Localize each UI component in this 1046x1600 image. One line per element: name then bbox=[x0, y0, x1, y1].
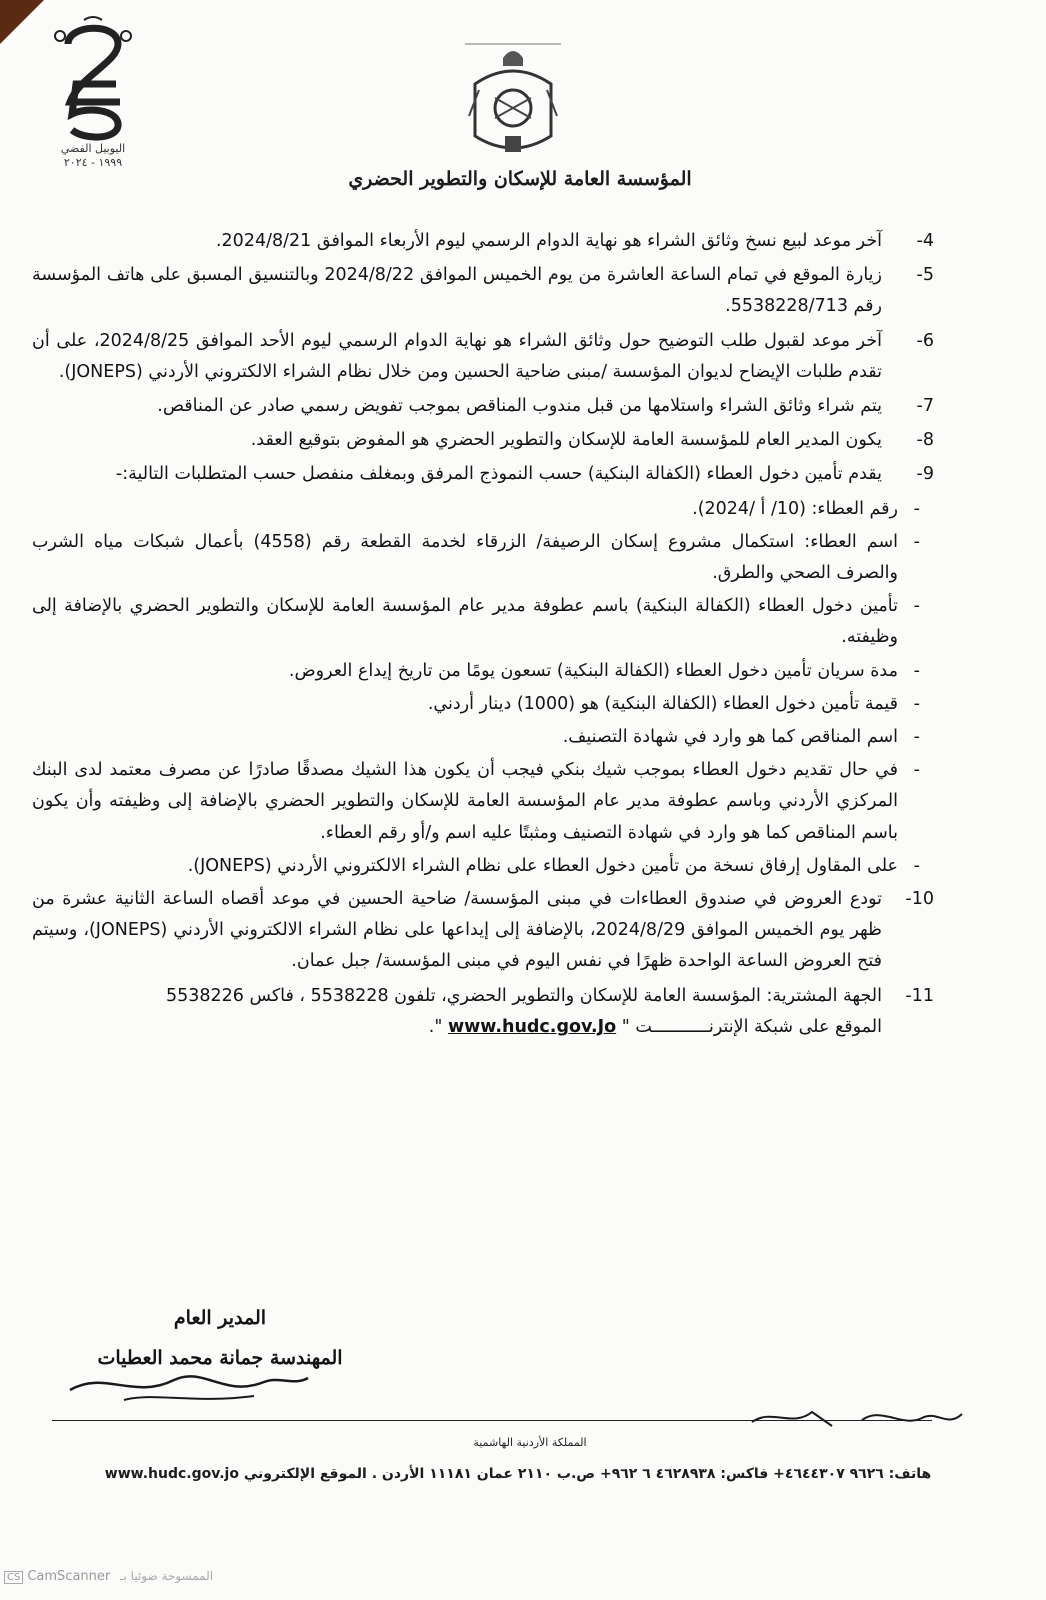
subclause-text: على المقاول إرفاق نسخة من تأمين دخول العطاء على نظام الشراء الالكتروني الأردني (JONEPS). bbox=[187, 855, 898, 876]
subclause-text: اسم العطاء: استكمال مشروع إسكان الرصيفة/ الزرقاء لخدمة القطعة رقم (4558) بأعمال شبكات مياه الشرب والصرف الصحي والطرق. bbox=[32, 531, 898, 584]
footer-kingdom: المملكة الأردنية الهاشمية bbox=[473, 1436, 587, 1449]
subclause-text: تأمين دخول العطاء (الكفالة البنكية) باسم عطوفة مدير عام المؤسسة العامة للإسكان والتطوير الحضري بالإضافة إلى وظيفته. bbox=[32, 596, 898, 648]
subclause-bid-number bbox=[32, 494, 934, 525]
signatory-name: المهندسة جمانة محمد العطيات bbox=[97, 1347, 343, 1369]
clause-11 bbox=[32, 981, 934, 1043]
subclause-text: في حال تقديم دخول العطاء بموجب شيك بنكي فيجب أن يكون هذا الشيك مصدقًا صادرًا عن مصرف معتمد لدى البنك المركزي الأردني وباسم عطوفة مدير عام المؤسسة العامة للإسكان والتطوير الحضري بالإضافة إلى وظيفته وأن يكون باسم المناقص كما هو وارد في شهادة التصنيف ومثبتًا عليه اسم و/أو رقم العطاء. bbox=[32, 760, 898, 843]
website-label: الموقع على شبكة الإنترنـــــــــــت " bbox=[621, 1016, 882, 1037]
initials-scribble-icon bbox=[742, 1398, 982, 1442]
clause-text: آخر موعد لبيع نسخ وثائق الشراء هو نهاية الدوام الرسمي ليوم الأربعاء الموافق 2024/8/21. bbox=[215, 231, 882, 251]
clause-5 bbox=[32, 260, 934, 322]
subclause-value bbox=[32, 689, 934, 720]
footer-contact-info: هاتف: ٩٦٢٦ ٤٦٤٤٣٠٧+ فاكس: ٤٦٢٨٩٣٨ ٦ ٩٦٢+ ص.ب ٢١١٠ عمان ١١١٨١ الأردن . الموقع الإلكتروني www.hudc.gov.jo bbox=[104, 1466, 932, 1482]
bullet-dash: - bbox=[913, 693, 920, 714]
clause-number: -10 bbox=[905, 889, 934, 910]
subclause-text: رقم العطاء: (10/ أ /2024). bbox=[692, 498, 898, 519]
clause-9 bbox=[32, 459, 934, 490]
bullet-dash: - bbox=[913, 596, 920, 617]
logo-caption-title: اليوبيل الفضي bbox=[60, 142, 126, 155]
clause-text: الجهة المشترية: المؤسسة العامة للإسكان والتطوير الحضري، تلفون 5538228 ، فاكس 5538226 bbox=[166, 985, 882, 1006]
clause-6 bbox=[32, 326, 934, 388]
subclause-bank-cheque bbox=[32, 755, 934, 849]
document-body bbox=[32, 226, 934, 1046]
clause-8 bbox=[32, 425, 934, 456]
camscanner-watermark bbox=[4, 1569, 110, 1584]
clause-text: يتم شراء وثائق الشراء واستلامها من قبل مندوب المناقص بموجب تفويض رسمي صادر عن المناقص. bbox=[157, 396, 882, 417]
signatory-title: المدير العام bbox=[173, 1307, 267, 1329]
camscanner-arabic: الممسوحة ضوئيا بـ bbox=[120, 1569, 214, 1583]
bullet-dash: - bbox=[913, 531, 920, 552]
clause-number: -8 bbox=[916, 430, 934, 451]
clause-text: آخر موعد لقبول طلب التوضيح حول وثائق الشراء هو نهاية الدوام الرسمي ليوم الأحد الموافق 2024/8/25، على أن تقدم طلبات الإيضاح لديوان المؤسسة /مبنى ضاحية الحسين ومن خلال نظام الشراء الالكتروني الأردني (JONEPS). bbox=[32, 330, 883, 382]
camscanner-brand: CamScanner bbox=[27, 1569, 111, 1584]
clause-number: -4 bbox=[916, 231, 934, 251]
crest-icon bbox=[465, 36, 561, 164]
clause-text: يقدم تأمين دخول العطاء (الكفالة البنكية) حسب النموذج المرفق وبمغلف منفصل حسب المتطلبات التالية:- bbox=[115, 464, 882, 485]
subclause-validity bbox=[32, 656, 934, 687]
subclause-joneps-copy bbox=[32, 851, 934, 882]
subclause-text: قيمة تأمين دخول العطاء (الكفالة البنكية) هو (1000) دينار أردني. bbox=[427, 693, 898, 714]
bullet-dash: - bbox=[913, 498, 920, 519]
clause-number: -5 bbox=[916, 265, 934, 286]
website-label-end: ". bbox=[428, 1016, 443, 1037]
clause-4 bbox=[32, 226, 934, 257]
clause-number: -7 bbox=[916, 396, 934, 417]
clause-text: يكون المدير العام للمؤسسة العامة للإسكان والتطوير الحضري هو المفوض بتوقيع العقد. bbox=[250, 430, 882, 451]
royal-emblem bbox=[465, 36, 561, 164]
bullet-dash: - bbox=[913, 727, 920, 748]
clause-7 bbox=[32, 391, 934, 422]
bullet-dash: - bbox=[913, 660, 920, 681]
clause-10 bbox=[32, 884, 934, 978]
bullet-dash: - bbox=[913, 760, 920, 781]
logo-caption-years: ١٩٩٩ - ٢٠٢٤ bbox=[63, 156, 123, 169]
subclause-bid-name bbox=[32, 527, 934, 589]
subclause-bidder-name bbox=[32, 722, 934, 753]
subclause-guarantee-name bbox=[32, 591, 934, 653]
clause-number: -9 bbox=[916, 464, 934, 485]
silver-jubilee-logo bbox=[38, 14, 148, 174]
jubilee-25-icon bbox=[38, 14, 148, 142]
website-link[interactable]: www.hudc.gov.Jo bbox=[447, 1016, 617, 1037]
clause-number: -6 bbox=[916, 330, 934, 351]
handwritten-signature-icon bbox=[64, 1360, 314, 1410]
subclause-text: مدة سريان تأمين دخول العطاء (الكفالة البنكية) تسعون يومًا من تاريخ إيداع العروض. bbox=[288, 660, 898, 681]
clause-number: -11 bbox=[905, 985, 934, 1006]
clause-text: تودع العروض في صندوق العطاءات في مبنى المؤسسة/ ضاحية الحسين في موعد أقصاه الساعة الثانية عشرة من ظهر يوم الخميس الموافق 2024/8/29، بالإضافة إلى إيداعها على نظام الشراء الالكتروني الأردني (JONEPS)، وسيتم فتح العروض الساعة الواحدة ظهرًا في نفس اليوم في مبنى المؤسسة/ جبل عمان. bbox=[32, 889, 882, 972]
bullet-dash: - bbox=[913, 855, 920, 876]
camscanner-badge: CS bbox=[4, 1571, 23, 1584]
organization-title: المؤسسة العامة للإسكان والتطوير الحضري bbox=[348, 168, 692, 190]
subclause-text: اسم المناقص كما هو وارد في شهادة التصنيف. bbox=[562, 727, 898, 748]
clause-text: زيارة الموقع في تمام الساعة العاشرة من يوم الخميس الموافق 2024/8/22 وبالتنسيق المسبق على هاتف المؤسسة رقم 5538228/713. bbox=[32, 265, 882, 317]
